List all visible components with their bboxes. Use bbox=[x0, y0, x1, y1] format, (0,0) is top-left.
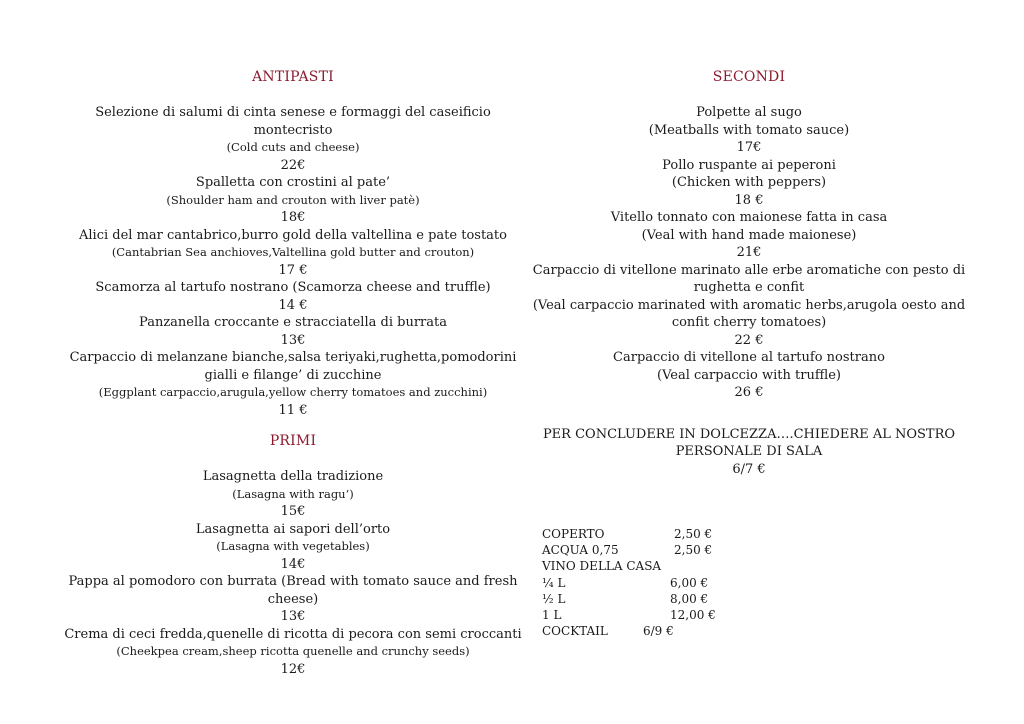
extra-price: 6,00 € bbox=[670, 575, 709, 590]
extra-label: COPERTO bbox=[542, 527, 605, 541]
primi-menu-item bbox=[60, 573, 526, 626]
secondi-item-price: 26 € bbox=[734, 385, 764, 400]
extras-list bbox=[542, 526, 716, 639]
dessert-price: 6/7 € bbox=[732, 461, 766, 477]
extra-row bbox=[542, 623, 716, 639]
secondi-item-name: Carpaccio di vitellone marinato alle erbe aromatiche con pesto di rughetta e confit bbox=[532, 262, 966, 295]
antipasti-heading: ANTIPASTI bbox=[252, 69, 334, 85]
secondi-item-price: 21€ bbox=[736, 245, 762, 260]
secondi-item-name: Pollo ruspante ai peperoni bbox=[662, 157, 836, 173]
antipasti-item-translation: (Eggplant carpaccio,arugula,yellow cherry tomatoes and zucchini) bbox=[98, 385, 488, 399]
secondi-item-name: Polpette al sugo bbox=[696, 105, 802, 120]
antipasti-item-price: 17 € bbox=[278, 262, 308, 278]
extra-row bbox=[542, 575, 716, 591]
primi-item-name: Lasagnetta ai sapori dell’orto bbox=[195, 521, 391, 537]
extra-row bbox=[542, 591, 716, 607]
secondi-item-price: 17€ bbox=[736, 140, 762, 155]
extra-label: 1 L bbox=[542, 608, 562, 623]
left-column bbox=[60, 67, 526, 678]
antipasti-item-name: Carpaccio di melanzane bianche,salsa teriyaki,rughetta,pomodorini gialli e filange’ di zucchine bbox=[69, 350, 517, 383]
secondi-menu-item bbox=[528, 349, 970, 402]
primi-item-price: 15€ bbox=[280, 504, 306, 519]
secondi-list bbox=[528, 104, 970, 402]
antipasti-menu-item bbox=[60, 279, 526, 314]
antipasti-item-price: 14 € bbox=[278, 297, 308, 313]
antipasti-list bbox=[60, 104, 526, 419]
dessert-note bbox=[528, 426, 970, 479]
secondi-menu-item bbox=[528, 104, 970, 157]
secondi-menu-item bbox=[528, 209, 970, 262]
antipasti-item-price: 18€ bbox=[280, 210, 306, 225]
right-column bbox=[528, 67, 970, 478]
antipasti-item-name: Spalletta con crostini al pate’ bbox=[195, 175, 391, 190]
antipasti-menu-item bbox=[60, 174, 526, 227]
antipasti-menu-item bbox=[60, 349, 526, 419]
primi-item-name: Lasagnetta della tradizione bbox=[202, 469, 384, 484]
extra-label: ½ L bbox=[542, 591, 566, 606]
antipasti-menu-item bbox=[60, 227, 526, 280]
primi-menu-item bbox=[60, 521, 526, 574]
extra-row bbox=[542, 526, 716, 542]
antipasti-item-name: Alici del mar cantabrico,burro gold della valtellina e pate tostato bbox=[79, 227, 507, 243]
antipasti-item-name: Selezione di salumi di cinta senese e formaggi del caseificio montecristo bbox=[95, 105, 491, 138]
primi-heading: PRIMI bbox=[269, 433, 317, 449]
antipasti-item-name: Scamorza al tartufo nostrano (Scamorza cheese and truffle) bbox=[95, 280, 491, 295]
extra-row bbox=[542, 607, 716, 623]
secondi-item-price: 18 € bbox=[734, 192, 764, 208]
extra-label: VINO DELLA CASA bbox=[542, 559, 662, 574]
primi-item-name: Pappa al pomodoro con burrata (Bread with tomato sauce and fresh cheese) bbox=[68, 574, 518, 607]
extra-price: 12,00 € bbox=[670, 608, 716, 623]
primi-menu-item bbox=[60, 626, 526, 679]
primi-item-price: 14€ bbox=[280, 556, 306, 572]
extra-row bbox=[542, 542, 716, 558]
antipasti-item-price: 11 € bbox=[278, 402, 308, 418]
extra-price: 6/9 € bbox=[643, 624, 674, 639]
antipasti-menu-item bbox=[60, 314, 526, 349]
primi-item-translation: (Cheekpea cream,sheep ricotta quenelle and crunchy seeds) bbox=[116, 644, 470, 658]
primi-list bbox=[60, 468, 526, 678]
extra-label: COCKTAIL bbox=[542, 624, 608, 639]
primi-menu-item bbox=[60, 468, 526, 521]
primi-item-price: 13€ bbox=[280, 609, 306, 624]
antipasti-menu-item bbox=[60, 104, 526, 174]
secondi-item-translation: (Veal carpaccio with truffle) bbox=[657, 367, 841, 383]
antipasti-item-price: 13€ bbox=[280, 332, 306, 348]
secondi-item-translation: (Meatballs with tomato sauce) bbox=[648, 122, 850, 138]
primi-item-translation: (Lasagna with vegetables) bbox=[216, 539, 370, 553]
dessert-line-1: PER CONCLUDERE IN DOLCEZZA….CHIEDERE AL NOSTRO bbox=[542, 426, 956, 442]
secondi-item-translation: (Veal carpaccio marinated with aromatic herbs,arugola oesto and confit cherry tomatoes) bbox=[532, 297, 966, 330]
extra-price: 2,50 € bbox=[674, 543, 713, 558]
primi-item-price: 12€ bbox=[280, 661, 306, 677]
secondi-item-translation: (Chicken with peppers) bbox=[671, 175, 827, 190]
extra-price: 2,50 € bbox=[674, 527, 713, 541]
dessert-line-2: PERSONALE DI SALA bbox=[675, 444, 823, 459]
extra-label: ACQUA 0,75 bbox=[542, 543, 619, 558]
secondi-item-name: Carpaccio di vitellone al tartufo nostrano bbox=[613, 350, 885, 365]
secondi-item-price: 22 € bbox=[734, 332, 764, 348]
antipasti-item-translation: (Cold cuts and cheese) bbox=[226, 140, 360, 154]
secondi-item-translation: (Veal with hand made maionese) bbox=[641, 227, 857, 243]
secondi-item-name: Vitello tonnato con maionese fatta in casa bbox=[610, 210, 888, 225]
secondi-menu-item bbox=[528, 157, 970, 210]
antipasti-item-translation: (Cantabrian Sea anchioves,Valtellina gold butter and crouton) bbox=[111, 245, 475, 259]
extra-label: ¼ L bbox=[542, 575, 566, 590]
antipasti-item-name: Panzanella croccante e stracciatella di burrata bbox=[139, 315, 447, 330]
primi-item-name: Crema di ceci fredda,quenelle di ricotta di pecora con semi croccanti bbox=[64, 626, 522, 642]
secondi-menu-item bbox=[528, 262, 970, 350]
antipasti-item-translation: (Shoulder ham and crouton with liver patè) bbox=[166, 192, 420, 207]
primi-item-translation: (Lasagna with ragu’) bbox=[232, 486, 354, 501]
extra-row bbox=[542, 558, 716, 574]
secondi-heading: SECONDI bbox=[712, 69, 786, 85]
extra-price: 8,00 € bbox=[670, 591, 709, 606]
antipasti-item-price: 22€ bbox=[280, 157, 306, 173]
